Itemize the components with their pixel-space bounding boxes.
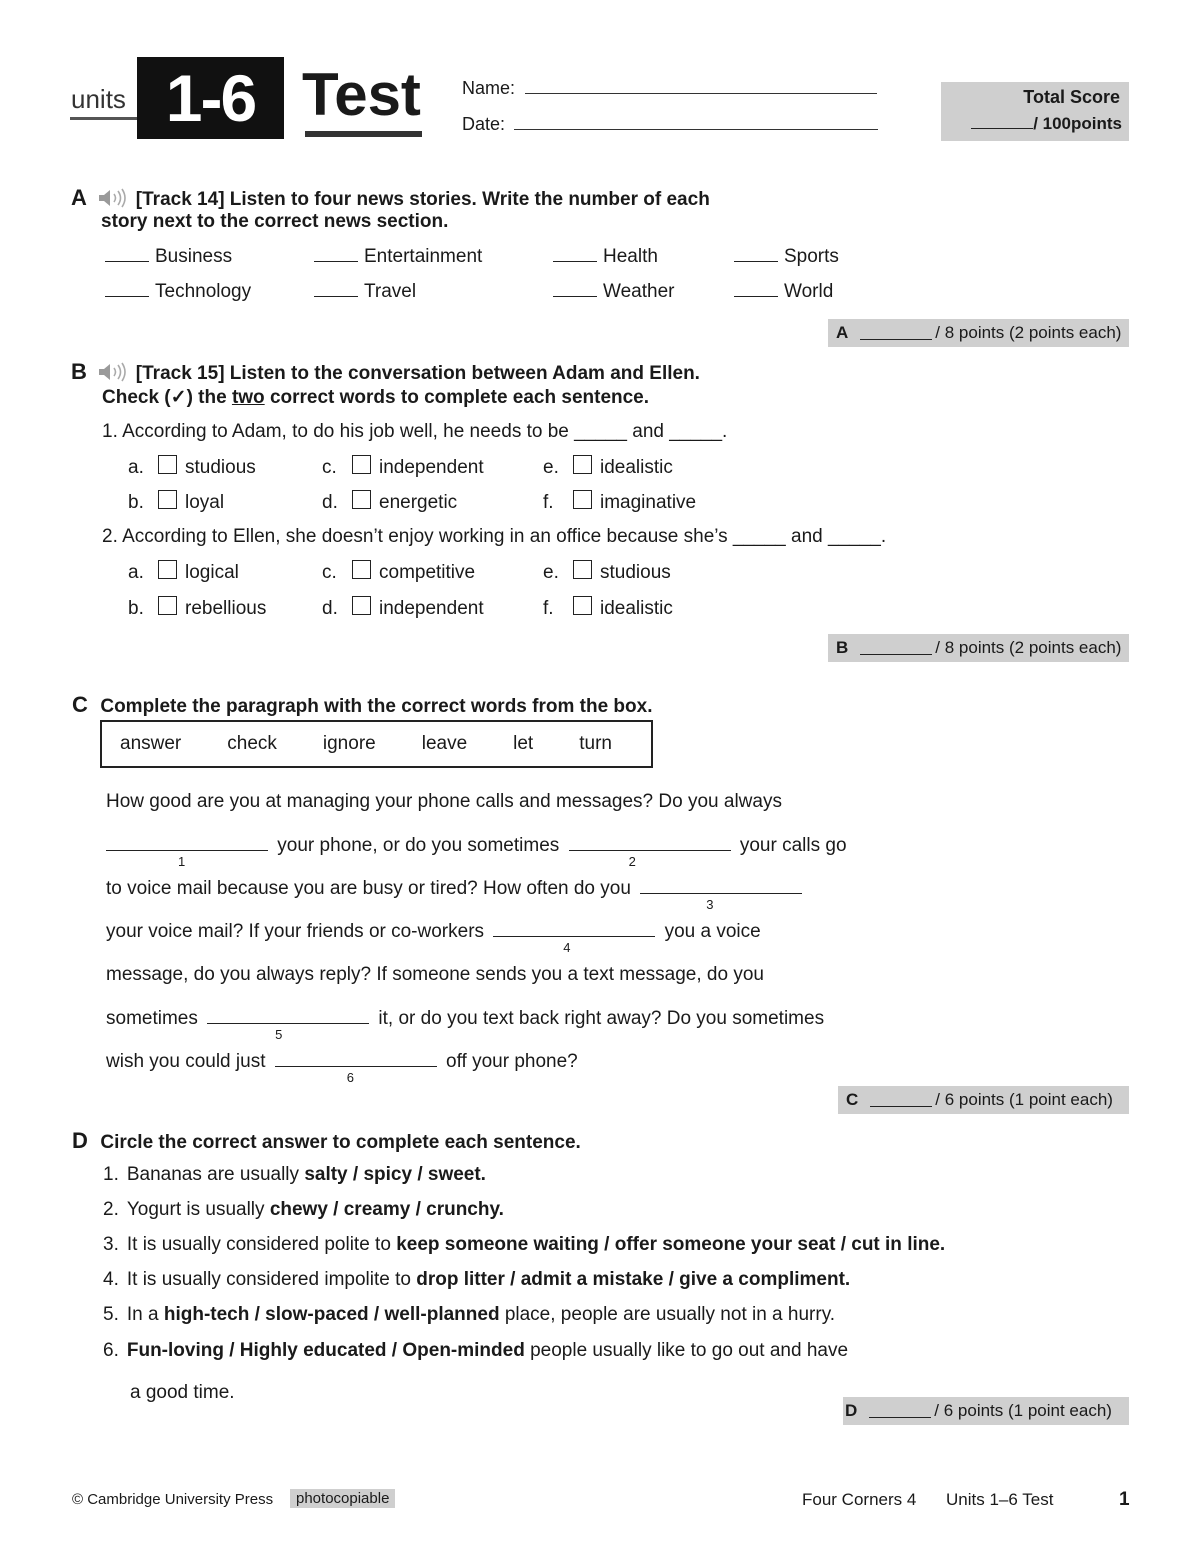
checkbox[interactable] — [352, 596, 371, 615]
section-a-instruction-2: story next to the correct news section. — [101, 211, 449, 232]
section-b-instruction-2: Check (✓) the two correct words to complete each sentence. — [102, 387, 650, 408]
copyright: © Cambridge University Press — [72, 1491, 274, 1508]
d-item-2: 2. Yogurt is usually chewy / creamy / crunchy. — [103, 1199, 504, 1220]
d-item-3: 3. It is usually considered polite to keep someone waiting / offer someone your seat / cut in line. — [103, 1234, 946, 1255]
category-weather[interactable]: Weather — [553, 281, 674, 303]
q2-option-d[interactable]: d. independent — [322, 598, 484, 619]
section-b-instruction-1: [Track 15] Listen to the conversation between Adam and Ellen. — [135, 363, 700, 384]
checkbox[interactable] — [573, 596, 592, 615]
section-d-score-field[interactable] — [869, 1405, 931, 1418]
d-item-6-choices[interactable]: Fun-loving / Highly educated / Open-minded — [126, 1340, 525, 1361]
section-d-score-letter: D — [845, 1401, 858, 1420]
word-box-item: leave — [421, 733, 468, 754]
q2-option-b[interactable]: b. rebellious — [128, 598, 267, 619]
q1-option-d[interactable]: d. energetic — [322, 492, 458, 513]
section-d-instruction: Circle the correct answer to complete each sentence. — [100, 1132, 581, 1153]
section-a-score-letter: A — [836, 323, 849, 342]
units-underline — [70, 117, 140, 120]
q2-option-e[interactable]: e. studious — [543, 562, 671, 583]
section-c-instruction: Complete the paragraph with the correct words from the box. — [100, 696, 653, 717]
word-box-item: turn — [579, 733, 612, 754]
question-2: 2. According to Ellen, she doesn’t enjoy working in an office because she’s _____ and _____. — [102, 526, 887, 547]
d-item-2-choices[interactable]: chewy / creamy / crunchy. — [269, 1199, 504, 1220]
section-a-score — [828, 319, 1129, 347]
section-c-heading — [72, 692, 652, 718]
section-b-score-field[interactable] — [860, 642, 932, 655]
word-box-item: answer — [120, 733, 182, 754]
checkbox[interactable] — [352, 455, 371, 474]
section-c-score — [838, 1086, 1129, 1114]
q1-option-c[interactable]: c. independent — [322, 457, 484, 478]
section-a-letter: A — [71, 185, 87, 210]
book-title: Four Corners 4 — [802, 1490, 917, 1509]
paragraph-line-5: message, do you always reply? If someone sends you a text message, do you — [106, 964, 764, 985]
name-label: Name: — [462, 78, 516, 98]
blank-3[interactable]: 3 — [640, 877, 802, 894]
paragraph-line-7: wish you could just 6 off your phone? — [106, 1051, 578, 1085]
section-b-heading — [71, 359, 700, 385]
units-label: units — [71, 84, 126, 114]
section-d-letter: D — [72, 1128, 88, 1153]
q1-option-b[interactable]: b. loyal — [128, 492, 225, 513]
page-number: 1 — [1119, 1489, 1130, 1510]
date-label: Date: — [462, 114, 506, 134]
section-b-score-letter: B — [836, 638, 849, 657]
speaker-icon — [97, 188, 127, 208]
section-b-score — [828, 634, 1129, 662]
question-1: 1. According to Adam, to do his job well, he needs to be _____ and _____. — [102, 421, 728, 442]
section-d-score — [843, 1397, 1129, 1425]
units-number-block — [137, 57, 284, 139]
test-title: Test — [302, 61, 421, 128]
section-c-score-text: / 6 points (1 point each) — [935, 1090, 1113, 1109]
d-item-6-continued: a good time. — [130, 1382, 235, 1403]
date-field[interactable] — [514, 129, 878, 130]
paragraph-line-4: your voice mail? If your friends or co-workers 4 you a voice — [106, 921, 761, 955]
total-score-field[interactable] — [971, 116, 1033, 129]
word-box-item: check — [227, 733, 277, 754]
photocopiable-badge: photocopiable — [290, 1489, 395, 1508]
q2-option-c[interactable]: c. competitive — [322, 562, 476, 583]
d-item-3-choices[interactable]: keep someone waiting / offer someone your seat / cut in line. — [396, 1234, 946, 1255]
category-entertainment[interactable]: Entertainment — [314, 246, 482, 268]
section-b-score-text: / 8 points (2 points each) — [935, 638, 1122, 657]
checkbox[interactable] — [158, 596, 177, 615]
category-technology[interactable]: Technology — [105, 281, 251, 303]
q1-option-f[interactable]: f. imaginative — [543, 492, 697, 513]
test-underline — [305, 131, 422, 137]
units-number: 1-6 — [165, 61, 256, 135]
q1-option-a[interactable]: a. studious — [128, 457, 256, 478]
checkbox[interactable] — [573, 560, 592, 579]
check-mark-icon: ✓ — [170, 387, 187, 408]
category-world[interactable]: World — [734, 281, 833, 303]
d-item-1-choices[interactable]: salty / spicy / sweet. — [304, 1164, 486, 1185]
checkbox[interactable] — [352, 560, 371, 579]
section-a-instruction-1: [Track 14] Listen to four news stories. Write the number of each — [135, 189, 710, 210]
q1-option-e[interactable]: e. idealistic — [543, 457, 673, 478]
paragraph-line-2: 1 your phone, or do you sometimes 2 your calls go — [106, 834, 847, 857]
section-d-heading — [72, 1128, 581, 1154]
checkbox[interactable] — [158, 455, 177, 474]
section-c-score-letter: C — [846, 1090, 859, 1109]
checkbox[interactable] — [352, 490, 371, 509]
category-health[interactable]: Health — [553, 246, 658, 268]
word-box — [100, 720, 653, 768]
speaker-icon — [97, 362, 127, 382]
word-box-item: let — [513, 733, 534, 754]
checkbox[interactable] — [158, 560, 177, 579]
d-item-1: 1. Bananas are usually salty / spicy / sweet. — [103, 1164, 486, 1185]
d-item-5: 5. In a high-tech / slow-paced / well-planned place, people are usually not in a hurry. — [103, 1304, 836, 1325]
blank-6[interactable]: 6 — [275, 1050, 437, 1067]
word-box-item: ignore — [322, 733, 376, 754]
q2-option-f[interactable]: f. idealistic — [543, 598, 673, 619]
section-b-letter: B — [71, 359, 87, 384]
test-name: Units 1–6 Test — [946, 1490, 1054, 1509]
total-points: / 100points — [1033, 114, 1122, 133]
blank-2[interactable]: 2 — [569, 834, 731, 851]
checkbox[interactable] — [573, 490, 592, 509]
checkbox[interactable] — [158, 490, 177, 509]
blank-1[interactable]: 1 — [106, 834, 268, 851]
section-d-score-text: / 6 points (1 point each) — [934, 1401, 1112, 1420]
section-a-score-text: / 8 points (2 points each) — [935, 323, 1122, 342]
category-travel[interactable]: Travel — [314, 281, 416, 303]
q2-option-a[interactable]: a. logical — [128, 562, 239, 583]
section-a-heading — [71, 185, 710, 211]
section-c-score-field[interactable] — [870, 1094, 932, 1107]
d-item-4-choices[interactable]: drop litter / admit a mistake / give a compliment. — [416, 1269, 851, 1290]
checkbox[interactable] — [573, 455, 592, 474]
total-score-box — [941, 82, 1129, 141]
category-business[interactable]: Business — [105, 246, 232, 268]
section-c-letter: C — [72, 692, 88, 717]
d-item-4: 4. It is usually considered impolite to drop litter / admit a mistake / give a compliment. — [103, 1269, 851, 1290]
paragraph-line-6: sometimes 5 it, or do you text back right away? Do you sometimes — [106, 1008, 825, 1042]
d-item-6: 6. Fun-loving / Highly educated / Open-minded people usually like to go out and have — [103, 1340, 849, 1361]
d-item-5-choices[interactable]: high-tech / slow-paced / well-planned — [163, 1304, 500, 1325]
paragraph-line-1: How good are you at managing your phone calls and messages? Do you always — [106, 791, 782, 812]
blank-4[interactable]: 4 — [493, 920, 655, 937]
category-sports[interactable]: Sports — [734, 246, 839, 268]
section-a-score-field[interactable] — [860, 327, 932, 340]
total-score-label: Total Score — [1023, 87, 1120, 107]
paragraph-line-3: to voice mail because you are busy or tired? How often do you 3 — [106, 877, 806, 900]
name-field[interactable] — [525, 93, 877, 94]
blank-5[interactable]: 5 — [207, 1007, 369, 1024]
